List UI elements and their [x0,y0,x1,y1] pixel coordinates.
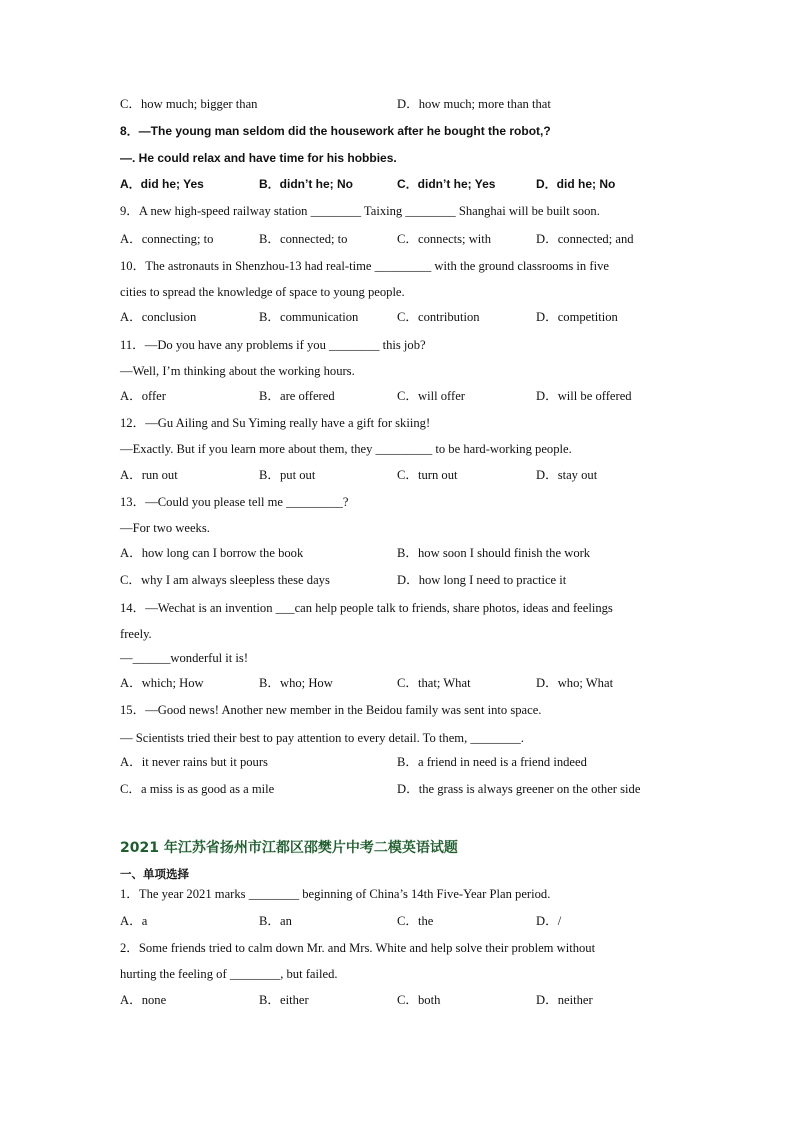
q9-option-d: D．connected; and [536,232,634,246]
q10-option-b: B．communication [259,310,359,324]
q11-stem: 11．—Do you have any problems if you ________ this job? [120,338,426,352]
q14-option-d: D．who; What [536,676,614,690]
q8-option-b: B．didn’t he; No [259,177,353,191]
q13-option-d: D．how long I need to practice it [397,573,567,587]
q12-option-c: C．turn out [397,468,458,482]
n2-stem-line1: 2．Some friends tried to calm down Mr. and Mrs. White and help solve their problem without [120,941,596,955]
section-subtitle: 一、单项选择 [120,867,189,881]
q12-reply: —Exactly. But if you learn more about them, they _________ to be hard-working people. [120,442,572,456]
q8-stem: 8．—The young man seldom did the housework after he bought the robot,? [120,124,551,138]
q14-option-a: A．which; How [120,676,204,690]
q14-stem-line2: freely. [120,627,152,641]
q10-stem-line2: cities to spread the knowledge of space to young people. [120,285,405,299]
n2-option-d: D．neither [536,993,593,1007]
q11-option-b: B．are offered [259,389,335,403]
n2-option-c: C．both [397,993,441,1007]
q11-reply: —Well, I’m thinking about the working hours. [120,364,355,378]
q8-option-a: A．did he; Yes [120,177,204,191]
q13-option-a: A．how long can I borrow the book [120,546,304,560]
q15-option-b: B．a friend in need is a friend indeed [397,755,587,769]
n2-stem-line2: hurting the feeling of ________, but failed. [120,967,338,981]
q15-reply: — Scientists tried their best to pay attention to every detail. To them, ________. [120,731,524,745]
n1-option-b: B．an [259,914,292,928]
q12-stem: 12．—Gu Ailing and Su Yiming really have a gift for skiing! [120,416,431,430]
q10-option-a: A．conclusion [120,310,197,324]
q15-option-d: D．the grass is always greener on the other side [397,782,641,796]
q15-option-a: A．it never rains but it pours [120,755,268,769]
q9-option-b: B．connected; to [259,232,348,246]
q12-option-d: D．stay out [536,468,598,482]
n1-option-a: A．a [120,914,148,928]
q7-option-d: D．how much; more than that [397,97,551,111]
q8-reply: —. He could relax and have time for his hobbies. [120,151,397,165]
q10-stem-line1: 10．The astronauts in Shenzhou-13 had real-time _________ with the ground classrooms in five [120,259,609,273]
q10-option-c: C．contribution [397,310,480,324]
q11-option-d: D．will be offered [536,389,632,403]
q9-option-c: C．connects; with [397,232,492,246]
q14-option-c: C．that; What [397,676,471,690]
q14-stem-line1: 14．—Wechat is an invention ___can help people talk to friends, share photos, ideas and feelings [120,601,613,615]
n2-option-b: B．either [259,993,309,1007]
q13-option-b: B．how soon I should finish the work [397,546,591,560]
q8-option-d: D．did he; No [536,177,616,191]
q9-stem: 9．A new high-speed railway station ________ Taixing ________ Shanghai will be built soon. [120,204,600,218]
q15-stem: 15．—Good news! Another new member in the Beidou family was sent into space. [120,703,542,717]
q11-option-a: A．offer [120,389,166,403]
q12-option-b: B．put out [259,468,316,482]
q13-reply: —For two weeks. [120,521,210,535]
q13-option-c: C．why I am always sleepless these days [120,573,330,587]
n1-option-d: D．/ [536,914,562,928]
q7-option-c: C．how much; bigger than [120,97,258,111]
q11-option-c: C．will offer [397,389,465,403]
q9-option-a: A．connecting; to [120,232,214,246]
q12-option-a: A．run out [120,468,178,482]
q10-option-d: D．competition [536,310,618,324]
n1-option-c: C．the [397,914,434,928]
q13-stem: 13．—Could you please tell me _________? [120,495,349,509]
q15-option-c: C．a miss is as good as a mile [120,782,275,796]
q14-reply: —______wonderful it is! [120,651,249,665]
n2-option-a: A．none [120,993,167,1007]
section-title: 2021 年江苏省扬州市江都区邵樊片中考二模英语试题 [120,840,458,856]
n1-stem: 1．The year 2021 marks ________ beginning of China’s 14th Five-Year Plan period. [120,887,551,901]
q8-option-c: C．didn’t he; Yes [397,177,496,191]
q14-option-b: B．who; How [259,676,333,690]
